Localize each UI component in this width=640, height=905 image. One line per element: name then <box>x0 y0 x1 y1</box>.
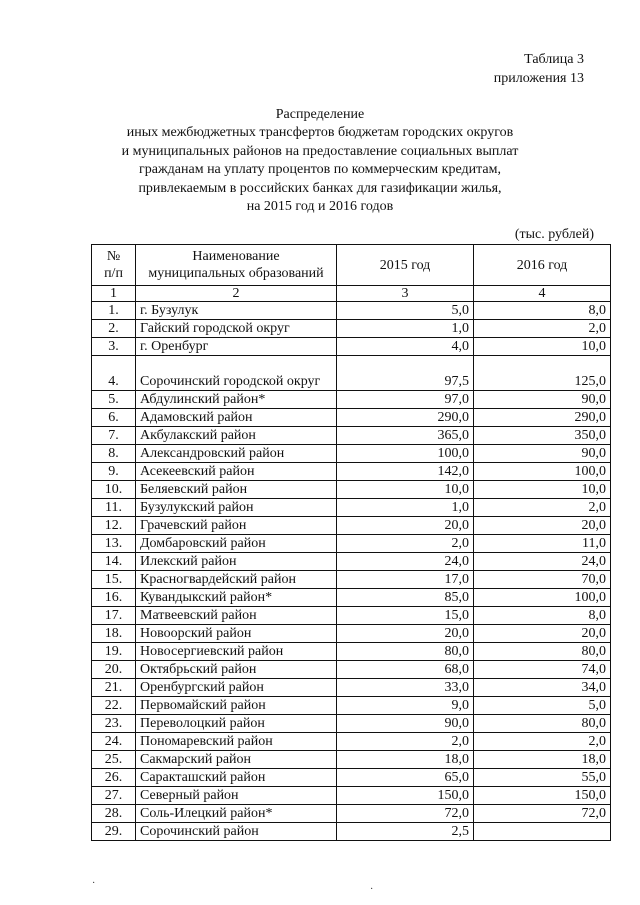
table-row <box>92 697 611 715</box>
table-row <box>92 320 611 338</box>
row-number: 27. <box>92 787 136 805</box>
row-value-2016: 2,0 <box>474 320 611 338</box>
scan-speck: · <box>92 878 96 889</box>
row-municipality-name: Домбаровский район <box>136 535 337 553</box>
table-row <box>92 823 611 841</box>
units-label: (тыс. рублей) <box>514 227 594 242</box>
title-line-4: гражданам на уплату процентов по коммерческим кредитам, <box>139 162 501 178</box>
row-value-2016: 18,0 <box>474 751 611 769</box>
row-municipality-name: Бузулукский район <box>136 499 337 517</box>
row-value-2016: 34,0 <box>474 679 611 697</box>
table-row <box>92 445 611 463</box>
row-value-2015: 97,5 <box>337 356 474 391</box>
row-municipality-name: Сорочинский район <box>136 823 337 841</box>
header-number <box>92 245 136 286</box>
scan-speck: · <box>370 884 374 895</box>
table-row <box>92 553 611 571</box>
row-value-2016: 70,0 <box>474 571 611 589</box>
row-value-2016: 100,0 <box>474 589 611 607</box>
title-line-2: иных межбюджетных трансфертов бюджетам городских округов <box>126 125 514 141</box>
row-value-2015: 65,0 <box>337 769 474 787</box>
table-row <box>92 391 611 409</box>
row-number: 24. <box>92 733 136 751</box>
row-value-2015: 142,0 <box>337 463 474 481</box>
table-row <box>92 535 611 553</box>
row-municipality-name: Адамовский район <box>136 409 337 427</box>
row-value-2015: 100,0 <box>337 445 474 463</box>
row-municipality-name: Переволоцкий район <box>136 715 337 733</box>
table-row <box>92 625 611 643</box>
title-line-1: Распределение <box>275 107 365 122</box>
table-row <box>92 805 611 823</box>
table-row <box>92 787 611 805</box>
header-number-line2: п/п <box>104 266 123 281</box>
column-number: 2 <box>136 286 337 302</box>
row-value-2015: 2,0 <box>337 535 474 553</box>
row-value-2016: 80,0 <box>474 715 611 733</box>
row-number: 8. <box>92 445 136 463</box>
distribution-table <box>91 244 611 841</box>
row-number: 3. <box>92 338 136 356</box>
column-number: 3 <box>337 286 474 302</box>
row-value-2016: 2,0 <box>474 733 611 751</box>
row-number: 10. <box>92 481 136 499</box>
table-row <box>92 427 611 445</box>
row-value-2016: 100,0 <box>474 463 611 481</box>
row-number: 21. <box>92 679 136 697</box>
row-value-2016: 125,0 <box>474 356 611 391</box>
table-row <box>92 463 611 481</box>
row-municipality-name: Кувандыкский район* <box>136 589 337 607</box>
row-value-2016: 24,0 <box>474 553 611 571</box>
row-value-2016: 10,0 <box>474 481 611 499</box>
row-municipality-name: Беляевский район <box>136 481 337 499</box>
row-number: 7. <box>92 427 136 445</box>
row-value-2016: 90,0 <box>474 445 611 463</box>
header-2016: 2016 год <box>474 245 611 286</box>
row-value-2016: 290,0 <box>474 409 611 427</box>
appendix-number: приложения 13 <box>493 71 584 86</box>
row-value-2015: 1,0 <box>337 499 474 517</box>
title-line-5: привлекаемым в российских банках для газификации жилья, <box>138 180 502 196</box>
row-value-2016: 90,0 <box>474 391 611 409</box>
row-value-2015: 72,0 <box>337 805 474 823</box>
row-municipality-name: г. Бузулук <box>136 302 337 320</box>
row-value-2015: 1,0 <box>337 320 474 338</box>
table-row <box>92 499 611 517</box>
row-value-2016: 150,0 <box>474 787 611 805</box>
row-municipality-name: Красногвардейский район <box>136 571 337 589</box>
document-title <box>60 106 580 216</box>
row-value-2015: 20,0 <box>337 517 474 535</box>
row-number: 18. <box>92 625 136 643</box>
table-row <box>92 589 611 607</box>
row-value-2015: 80,0 <box>337 643 474 661</box>
row-value-2016: 350,0 <box>474 427 611 445</box>
row-number: 19. <box>92 643 136 661</box>
row-value-2016: 74,0 <box>474 661 611 679</box>
row-number: 1. <box>92 302 136 320</box>
row-number: 29. <box>92 823 136 841</box>
table-row <box>92 356 611 391</box>
row-municipality-name: Первомайский район <box>136 697 337 715</box>
title-line-6: на 2015 год и 2016 годов <box>246 199 394 215</box>
row-value-2016: 20,0 <box>474 625 611 643</box>
header-2015: 2015 год <box>337 245 474 286</box>
row-municipality-name: Октябрьский район <box>136 661 337 679</box>
table-row <box>92 302 611 320</box>
row-value-2016: 10,0 <box>474 338 611 356</box>
row-value-2016: 8,0 <box>474 302 611 320</box>
row-value-2015: 20,0 <box>337 625 474 643</box>
row-value-2015: 68,0 <box>337 661 474 679</box>
row-number: 20. <box>92 661 136 679</box>
title-line-3: и муниципальных районов на предоставление социальных выплат <box>121 143 519 159</box>
row-value-2015: 2,0 <box>337 733 474 751</box>
row-value-2016: 8,0 <box>474 607 611 625</box>
row-municipality-name: Сакмарский район <box>136 751 337 769</box>
column-number-row <box>92 286 611 302</box>
row-number: 22. <box>92 697 136 715</box>
table-row <box>92 751 611 769</box>
header-name-line2: муниципальных образований <box>148 266 324 281</box>
row-value-2016: 55,0 <box>474 769 611 787</box>
row-value-2015: 10,0 <box>337 481 474 499</box>
row-value-2016: 11,0 <box>474 535 611 553</box>
table-reference <box>494 50 584 88</box>
row-value-2015: 85,0 <box>337 589 474 607</box>
row-value-2015: 24,0 <box>337 553 474 571</box>
row-number: 15. <box>92 571 136 589</box>
row-number: 14. <box>92 553 136 571</box>
row-value-2016: 2,0 <box>474 499 611 517</box>
row-municipality-name: Саракташский район <box>136 769 337 787</box>
row-number: 23. <box>92 715 136 733</box>
row-municipality-name: Грачевский район <box>136 517 337 535</box>
row-municipality-name: г. Оренбург <box>136 338 337 356</box>
table-row <box>92 661 611 679</box>
column-number: 4 <box>474 286 611 302</box>
row-municipality-name: Новоорский район <box>136 625 337 643</box>
row-municipality-name: Сорочинский городской округ <box>136 356 337 391</box>
row-number: 28. <box>92 805 136 823</box>
row-value-2016: 5,0 <box>474 697 611 715</box>
row-municipality-name: Соль-Илецкий район* <box>136 805 337 823</box>
row-number: 12. <box>92 517 136 535</box>
table-row <box>92 571 611 589</box>
row-value-2015: 290,0 <box>337 409 474 427</box>
row-value-2016: 80,0 <box>474 643 611 661</box>
table-row <box>92 607 611 625</box>
row-value-2015: 2,5 <box>337 823 474 841</box>
row-municipality-name: Акбулакский район <box>136 427 337 445</box>
table-row <box>92 409 611 427</box>
table-body <box>92 302 611 841</box>
table-number: Таблица 3 <box>524 52 584 67</box>
row-value-2016: 72,0 <box>474 805 611 823</box>
table-row <box>92 715 611 733</box>
row-value-2015: 18,0 <box>337 751 474 769</box>
row-number: 25. <box>92 751 136 769</box>
row-municipality-name: Оренбургский район <box>136 679 337 697</box>
row-value-2015: 97,0 <box>337 391 474 409</box>
row-municipality-name: Асекеевский район <box>136 463 337 481</box>
row-number: 11. <box>92 499 136 517</box>
row-municipality-name: Гайский городской округ <box>136 320 337 338</box>
header-name <box>136 245 337 286</box>
row-municipality-name: Абдулинский район* <box>136 391 337 409</box>
table-row <box>92 733 611 751</box>
row-municipality-name: Новосергиевский район <box>136 643 337 661</box>
table-header-row <box>92 245 611 286</box>
header-number-line1: № <box>106 249 121 264</box>
table-row <box>92 517 611 535</box>
table-row <box>92 338 611 356</box>
row-number: 6. <box>92 409 136 427</box>
table-row <box>92 769 611 787</box>
row-number: 4. <box>92 356 136 391</box>
row-number: 9. <box>92 463 136 481</box>
row-value-2015: 4,0 <box>337 338 474 356</box>
column-number: 1 <box>92 286 136 302</box>
row-municipality-name: Илекский район <box>136 553 337 571</box>
row-number: 26. <box>92 769 136 787</box>
row-value-2015: 90,0 <box>337 715 474 733</box>
row-value-2016 <box>474 823 611 841</box>
row-value-2015: 33,0 <box>337 679 474 697</box>
row-municipality-name: Матвеевский район <box>136 607 337 625</box>
row-municipality-name: Александровский район <box>136 445 337 463</box>
row-value-2015: 9,0 <box>337 697 474 715</box>
row-value-2015: 5,0 <box>337 302 474 320</box>
row-municipality-name: Пономаревский район <box>136 733 337 751</box>
row-number: 5. <box>92 391 136 409</box>
table-row <box>92 481 611 499</box>
row-municipality-name: Северный район <box>136 787 337 805</box>
row-value-2015: 15,0 <box>337 607 474 625</box>
header-name-line1: Наименование <box>192 249 280 264</box>
table-row <box>92 643 611 661</box>
row-number: 16. <box>92 589 136 607</box>
row-number: 13. <box>92 535 136 553</box>
row-number: 17. <box>92 607 136 625</box>
row-value-2015: 365,0 <box>337 427 474 445</box>
row-number: 2. <box>92 320 136 338</box>
table-row <box>92 679 611 697</box>
row-value-2015: 17,0 <box>337 571 474 589</box>
row-value-2015: 150,0 <box>337 787 474 805</box>
row-value-2016: 20,0 <box>474 517 611 535</box>
